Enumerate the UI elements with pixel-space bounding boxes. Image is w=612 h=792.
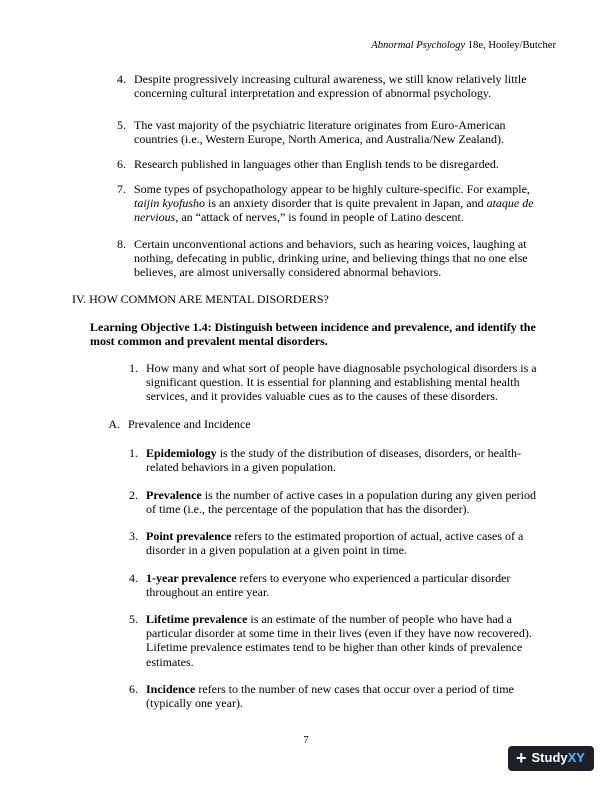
subsection-heading	[108, 417, 540, 431]
item-number: 3.	[129, 529, 138, 543]
plus-icon: +	[516, 748, 527, 769]
studyxy-badge[interactable]	[508, 746, 594, 771]
item-number: 6.	[117, 157, 126, 171]
item-text: Incidence refers to the number of new cases that occur over a period of time (typically one year).	[146, 682, 514, 711]
learning-objective: Learning Objective 1.4: Distinguish between incidence and prevalence, and identify the most common and prevalent mental disorders.	[90, 320, 536, 349]
item-number: 1.	[129, 446, 138, 460]
section-heading	[72, 292, 329, 306]
term: Point prevalence	[146, 529, 232, 543]
subsection-letter: A.	[108, 417, 120, 431]
item-number: 8.	[117, 237, 126, 251]
list-item	[108, 237, 540, 280]
item-number: 7.	[117, 182, 126, 196]
item-number: 4.	[129, 571, 138, 585]
subsection-title: Prevalence and Incidence	[128, 417, 251, 431]
edition-authors: 18e, Hooley/Butcher	[465, 40, 556, 51]
item-number: 1.	[129, 361, 138, 375]
definition-item	[126, 682, 540, 710]
definition-item	[126, 529, 540, 557]
term: 1-year prevalence	[146, 571, 237, 585]
item-text: Research published in languages other than English tends to be disregarded.	[134, 157, 499, 171]
item-text: How many and what sort of people have diagnosable psychological disorders is a significant question. It is essential for planning and establishing mental health services, and it provides valuable cues as to the causes of these disorders.	[146, 361, 537, 404]
item-text: Point prevalence refers to the estimated proportion of actual, active cases of a disorder in a given population at a given point in time.	[146, 529, 524, 558]
item-number: 2.	[129, 488, 138, 502]
item-number: 5.	[129, 612, 138, 626]
item-number: 5.	[117, 118, 126, 132]
item-number: 4.	[117, 72, 126, 86]
item-text: Some types of psychopathology appear to be highly culture-specific. For example, taijin kyofusho is an anxiety disorder that is quite prevalent in Japan, and ataque de nervious, an “attack of nerves,” is found in people of Latino descent.	[134, 182, 534, 225]
list-item	[108, 182, 540, 225]
item-text: The vast majority of the psychiatric literature originates from Euro-American countries (i.e., Western Europe, North America, and Australia/New Zealand).	[134, 118, 506, 147]
badge-xy: XY	[567, 750, 585, 766]
item-text: Despite progressively increasing cultural awareness, we still know relatively little concerning cultural interpretation and expression of abnormal psychology.	[134, 72, 527, 101]
definition-item	[126, 571, 540, 599]
definition-item	[126, 488, 540, 516]
item-number: 6.	[129, 682, 138, 696]
list-item	[126, 361, 540, 404]
term: Epidemiology	[146, 446, 217, 460]
term-taijin-kyofusho: taijin kyofusho	[134, 196, 205, 211]
list-item	[108, 72, 540, 100]
page-number: 7	[303, 735, 309, 746]
item-text: Lifetime prevalence is an estimate of the number of people who have had a particular disorder at some time in their lives (even if they have now recovered). Lifetime prevalence estimates tend to be higher than other kinds of prevalence estimates.	[146, 612, 532, 669]
book-title: Abnormal Psychology	[371, 40, 466, 51]
term-ataque-de-nervious: ataque de nervious	[134, 196, 534, 225]
list-item	[108, 157, 540, 171]
running-header	[371, 40, 556, 52]
section-number: IV.	[72, 292, 87, 306]
list-item	[108, 118, 540, 146]
definition-item	[126, 446, 540, 474]
item-text: Certain unconventional actions and behaviors, such as hearing voices, laughing at nothing, defecating in public, drinking urine, and believing things that no one else believes, are almost universally considered abnormal behaviors.	[134, 237, 528, 280]
section-title: HOW COMMON ARE MENTAL DISORDERS?	[89, 292, 329, 306]
badge-study: Study	[531, 750, 568, 766]
item-text: Epidemiology is the study of the distribution of diseases, disorders, or health-related behaviors in a given population.	[146, 446, 521, 475]
term: Incidence	[146, 682, 196, 696]
definition-item	[126, 612, 540, 669]
item-text: 1-year prevalence refers to everyone who experienced a particular disorder throughout an entire year.	[146, 571, 511, 600]
term: Lifetime prevalence	[146, 612, 248, 626]
term: Prevalence	[146, 488, 202, 502]
item-text: Prevalence is the number of active cases in a population during any given period of time (i.e., the percentage of the population that has the disorder).	[146, 488, 537, 517]
